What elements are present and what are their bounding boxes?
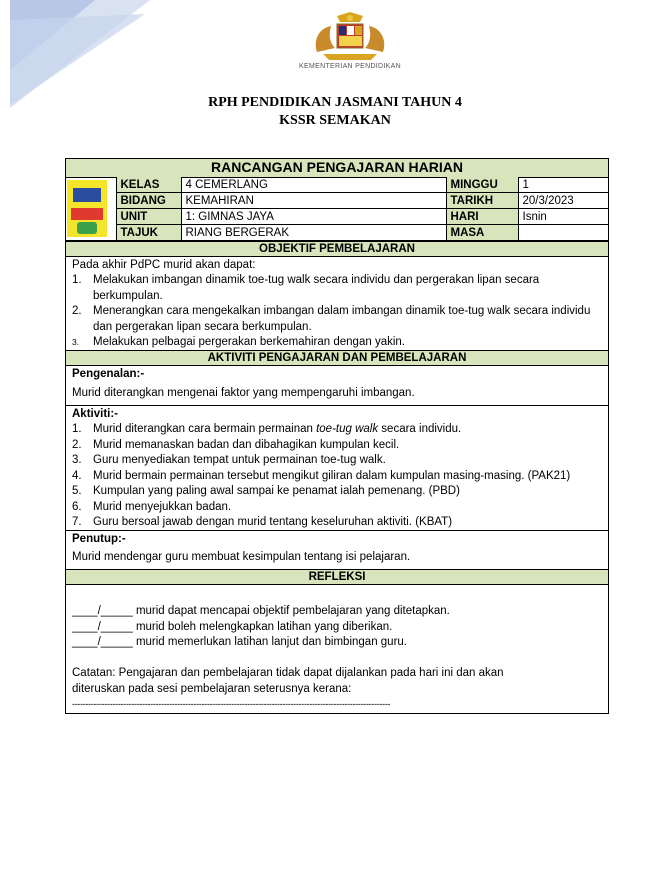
- catatan-text: Catatan: Pengajaran dan pembelajaran tidak dapat dijalankan pada hari ini dan akan: [72, 667, 504, 679]
- aktiviti-heading: AKTIVITI PENGAJARAN DAN PEMBELAJARAN: [66, 350, 608, 366]
- catatan-blank-line: ----------------------------------------------------------------------------------------------------------------------: [72, 699, 391, 709]
- pengenalan-text: Murid diterangkan mengenai faktor yang mempengaruhi imbangan.: [72, 387, 415, 399]
- bidang-label: BIDANG: [116, 193, 181, 209]
- minggu-label: MINGGU: [446, 177, 518, 193]
- refleksi-line: ____/_____ murid memerlukan latihan lanjut dan bimbingan guru.: [72, 636, 407, 648]
- objektif-heading: OBJEKTIF PEMBELAJARAN: [66, 241, 608, 257]
- pengenalan-label: Pengenalan:-: [72, 368, 145, 380]
- aktiviti-step: 2. Murid memanaskan badan dan dibahagikan kumpulan kecil.: [72, 439, 400, 451]
- kelas-value: 4 CEMERLANG: [181, 177, 446, 193]
- hari-value: Isnin: [518, 209, 608, 225]
- divider: [66, 405, 608, 406]
- lesson-plan-sheet: [65, 158, 609, 714]
- objektif-item: 1. Melakukan imbangan dinamik toe-tug walk secara individu dan pergerakan lipan secara: [72, 274, 540, 286]
- aktiviti-step: 5. Kumpulan yang paling awal sampai ke penamat ialah pemenang. (PBD): [72, 485, 460, 497]
- penutup-label: Penutup:-: [72, 533, 126, 545]
- tajuk-label: TAJUK: [116, 225, 181, 241]
- objektif-item: 3. Melakukan pelbagai pergerakan berkemahiran dengan yakin.: [72, 336, 405, 348]
- ministry-label: KEMENTERIAN PENDIDIKAN: [299, 63, 401, 70]
- objektif-item: 2. Menerangkan cara mengekalkan imbangan dalam imbangan dinamik toe-tug walk secara individu: [72, 305, 591, 317]
- aktiviti-step: 4. Murid bermain permainan tersebut mengikut giliran dalam kumpulan masing-masing. (PAK21): [72, 470, 571, 482]
- masa-value: [518, 225, 608, 241]
- kelas-label: KELAS: [116, 177, 181, 193]
- textbook-cover-image: [66, 177, 116, 241]
- plan-heading: RANCANGAN PENGAJARAN HARIAN: [66, 159, 608, 178]
- masa-label: MASA: [446, 225, 518, 241]
- tajuk-value: RIANG BERGERAK: [181, 225, 446, 241]
- info-table: [66, 177, 609, 241]
- penutup-text: Murid mendengar guru membuat kesimpulan tentang isi pelajaran.: [72, 551, 411, 563]
- corner-decoration: [0, 0, 150, 110]
- refleksi-line: ____/_____ murid dapat mencapai objektif pembelajaran yang ditetapkan.: [72, 605, 450, 617]
- objektif-item-cont: berkumpulan.: [93, 290, 163, 302]
- tarikh-value: 20/3/2023: [518, 193, 608, 209]
- aktiviti-label: Aktiviti:-: [72, 408, 118, 420]
- minggu-value: 1: [518, 177, 608, 193]
- document-title: RPH PENDIDIKAN JASMANI TAHUN 4: [208, 95, 462, 110]
- bidang-value: KEMAHIRAN: [181, 193, 446, 209]
- refleksi-line: ____/_____ murid boleh melengkapkan latihan yang diberikan.: [72, 621, 393, 633]
- divider: [66, 530, 608, 531]
- unit-label: UNIT: [116, 209, 181, 225]
- coat-of-arms-logo: [305, 12, 395, 62]
- refleksi-heading: REFLEKSI: [66, 569, 608, 585]
- aktiviti-step: 6. Murid menyejukkan badan.: [72, 501, 232, 513]
- unit-value: 1: GIMNAS JAYA: [181, 209, 446, 225]
- objektif-intro: Pada akhir PdPC murid akan dapat:: [72, 259, 256, 271]
- aktiviti-step: 1. Murid diterangkan cara bermain permainan toe-tug walk secara individu.: [72, 423, 462, 435]
- objektif-item-cont: dan pergerakan lipan secara berkumpulan.: [93, 321, 312, 333]
- tarikh-label: TARIKH: [446, 193, 518, 209]
- aktiviti-step: 7. Guru bersoal jawab dengan murid tentang keseluruhan aktiviti. (KBAT): [72, 516, 453, 528]
- document-subtitle: KSSR SEMAKAN: [279, 113, 391, 128]
- hari-label: HARI: [446, 209, 518, 225]
- aktiviti-step: 3. Guru menyediakan tempat untuk permainan toe-tug walk.: [72, 454, 386, 466]
- catatan-text-cont: diteruskan pada sesi pembelajaran seterusnya kerana:: [72, 683, 352, 695]
